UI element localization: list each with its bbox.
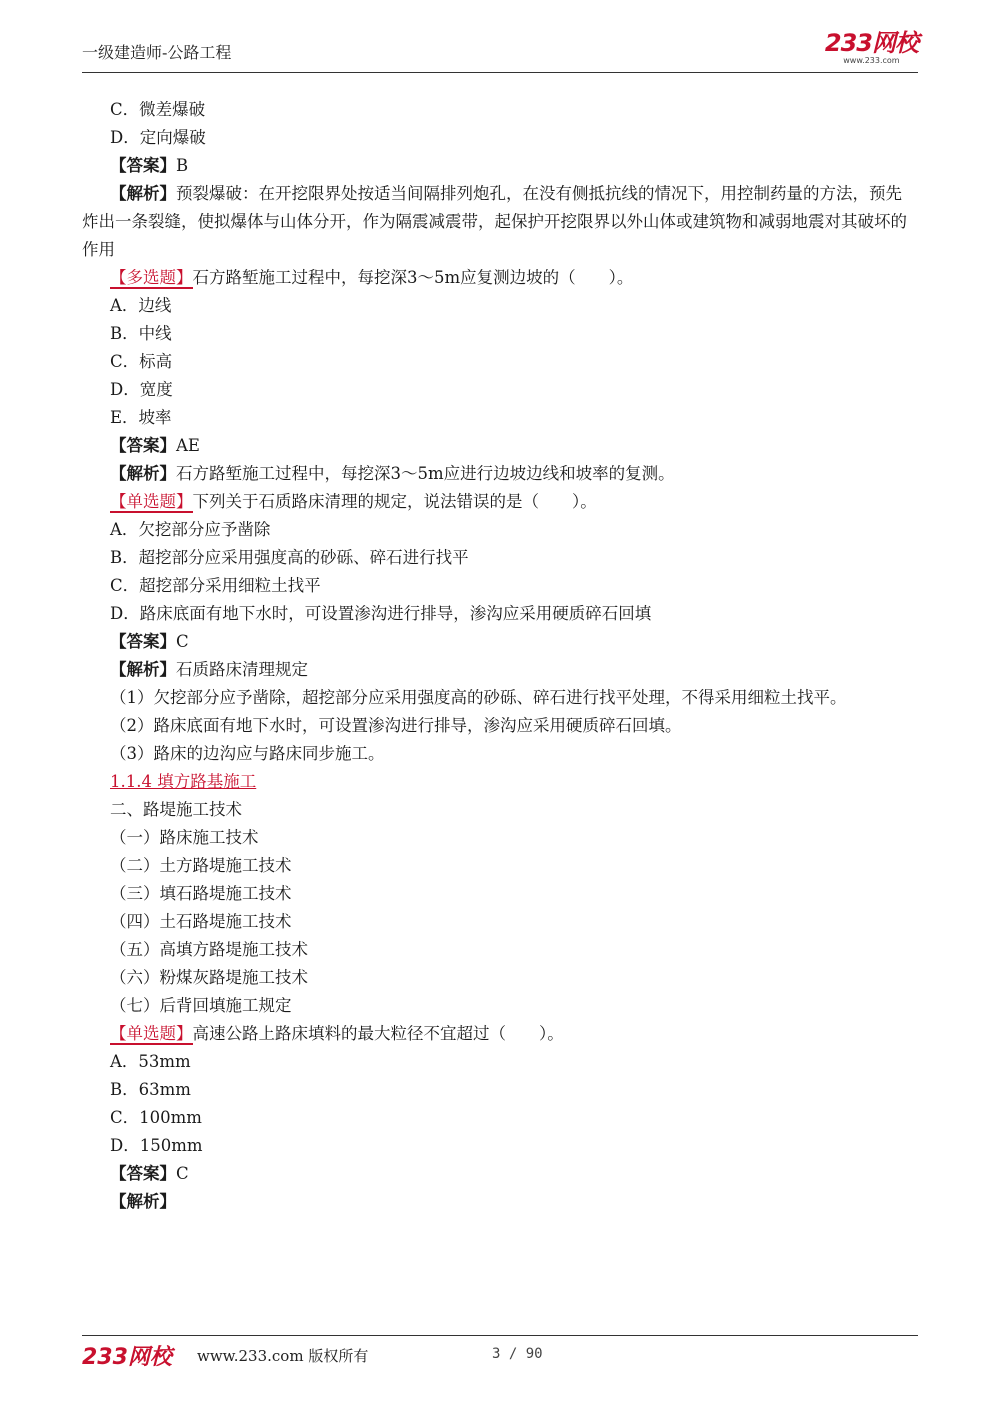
text-line	[82, 880, 918, 908]
text-line	[82, 992, 918, 1020]
text-line	[82, 684, 918, 712]
question-type-tag: 【单选题】	[110, 1024, 193, 1043]
text-line	[82, 348, 918, 376]
line-text: （3）路床的边沟应与路床同步施工。	[110, 744, 385, 763]
line-text: D．定向爆破	[110, 128, 206, 147]
footer-divider	[82, 1335, 918, 1336]
line-text: C．100mm	[110, 1108, 202, 1127]
line-text: C．微差爆破	[110, 100, 206, 119]
line-text: （2）路床底面有地下水时，可设置渗沟进行排导，渗沟应采用硬质碎石回填。	[110, 716, 682, 735]
text-line	[82, 264, 918, 292]
text-line	[82, 320, 918, 348]
line-text: （二）土方路堤施工技术	[110, 856, 292, 875]
text-line	[82, 152, 918, 180]
text-line	[82, 292, 918, 320]
text-line	[82, 1104, 918, 1132]
text-line	[82, 180, 918, 264]
page-footer	[82, 1340, 918, 1368]
text-line	[82, 572, 918, 600]
question-type-tag: 【单选题】	[110, 492, 193, 511]
line-text: （七）后背回填施工规定	[110, 996, 292, 1015]
text-line	[82, 628, 918, 656]
text-line	[82, 656, 918, 684]
text-line	[82, 488, 918, 516]
text-line	[82, 376, 918, 404]
line-text: （五）高填方路堤施工技术	[110, 940, 308, 959]
footer-copyright: www.233.com 版权所有	[197, 1347, 369, 1365]
answer-label: 【解析】	[110, 1192, 176, 1211]
text-line	[82, 96, 918, 124]
line-text: A．欠挖部分应予凿除	[110, 520, 271, 539]
page-number: 3 / 90	[492, 1346, 543, 1362]
line-text: （六）粉煤灰路堤施工技术	[110, 968, 308, 987]
answer-label: 【答案】	[110, 632, 176, 651]
line-text: D．宽度	[110, 380, 173, 399]
text-line	[82, 516, 918, 544]
line-text: D．150mm	[110, 1136, 203, 1155]
line-text: C．超挖部分采用细粒土找平	[110, 576, 321, 595]
text-line	[82, 936, 918, 964]
logo-url: www.233.com	[843, 56, 900, 65]
text-line	[82, 460, 918, 488]
line-text: A．53mm	[110, 1052, 191, 1071]
line-text: 二、路堤施工技术	[110, 800, 242, 819]
text-line	[82, 964, 918, 992]
header-title: 一级建造师-公路工程	[82, 43, 232, 62]
text-line	[82, 1020, 918, 1048]
line-text: 高速公路上路床填料的最大粒径不宜超过（ ）。	[192, 1024, 564, 1043]
answer-label: 【答案】	[110, 436, 176, 455]
text-line	[82, 432, 918, 460]
text-line	[82, 1048, 918, 1076]
line-text: 石方路堑施工过程中，每挖深3～5m应进行边坡边线和坡率的复测。	[176, 464, 675, 483]
logo-text: 233网校	[824, 29, 918, 57]
line-text: E．坡率	[110, 408, 172, 427]
line-text: 1.1.4 填方路基施工	[110, 772, 257, 791]
line-text: C	[176, 1164, 189, 1183]
line-text: B．超挖部分应采用强度高的砂砾、碎石进行找平	[110, 548, 469, 567]
line-text: A．边线	[110, 296, 172, 315]
text-line	[82, 824, 918, 852]
line-text: （1）欠挖部分应予凿除，超挖部分应采用强度高的砂砾、碎石进行找平处理，不得采用细粒土找平。	[110, 688, 847, 707]
text-line	[82, 404, 918, 432]
answer-label: 【解析】	[110, 184, 176, 203]
line-text: AE	[176, 436, 200, 455]
text-line	[82, 124, 918, 152]
line-text: C	[176, 632, 189, 651]
header-divider	[82, 72, 918, 73]
line-text: （三）填石路堤施工技术	[110, 884, 292, 903]
line-text: C．标高	[110, 352, 173, 371]
line-text: B．中线	[110, 324, 172, 343]
answer-label: 【解析】	[110, 660, 176, 679]
brand-logo[interactable]	[825, 30, 918, 65]
text-line	[82, 1076, 918, 1104]
document-body	[82, 96, 918, 1216]
line-text: （一）路床施工技术	[110, 828, 259, 847]
text-line	[82, 740, 918, 768]
text-line	[82, 712, 918, 740]
question-type-tag: 【多选题】	[110, 268, 193, 287]
text-line	[82, 852, 918, 880]
line-text: 下列关于石质路床清理的规定，说法错误的是（ ）。	[192, 492, 597, 511]
text-line	[82, 1188, 918, 1216]
answer-label: 【答案】	[110, 156, 176, 175]
line-text: B	[176, 156, 189, 175]
text-line	[82, 600, 918, 628]
text-line	[82, 768, 918, 796]
footer-logo[interactable]: 233网校	[82, 1345, 172, 1370]
line-text: （四）土石路堤施工技术	[110, 912, 292, 931]
line-text: 石质路床清理规定	[176, 660, 308, 679]
answer-label: 【解析】	[110, 464, 176, 483]
line-text: 预裂爆破：在开挖限界处按适当间隔排列炮孔，在没有侧抵抗线的情况下，用控制药量的方法，预先炸出一条裂缝，使拟爆体与山体分开，作为隔震减震带，起保护开挖限界以外山体或建筑物和减弱地震对其破坏的作用	[82, 184, 907, 259]
text-line	[82, 796, 918, 824]
text-line	[82, 544, 918, 572]
text-line	[82, 1132, 918, 1160]
text-line	[82, 1160, 918, 1188]
line-text: B．63mm	[110, 1080, 191, 1099]
answer-label: 【答案】	[110, 1164, 176, 1183]
line-text: 石方路堑施工过程中，每挖深3～5m应复测边坡的（ ）。	[192, 268, 634, 287]
page-header	[82, 30, 918, 74]
text-line	[82, 908, 918, 936]
line-text: D．路床底面有地下水时，可设置渗沟进行排导，渗沟应采用硬质碎石回填	[110, 604, 652, 623]
